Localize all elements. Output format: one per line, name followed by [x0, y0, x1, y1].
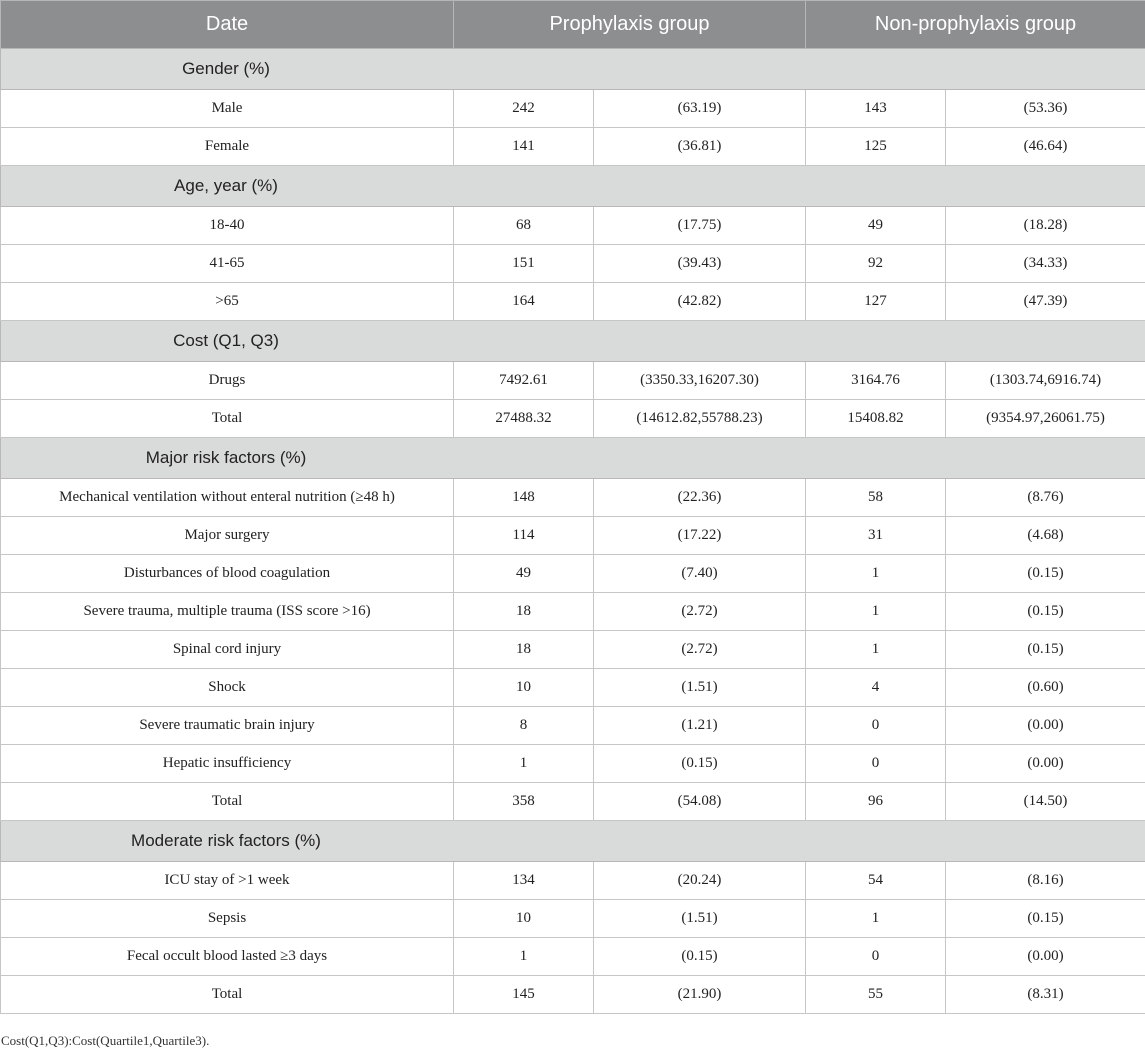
non-prophylaxis-stat-cell: (53.36): [946, 90, 1145, 128]
non-prophylaxis-count-cell: 1: [806, 900, 946, 938]
section-header-row: [1, 166, 1145, 207]
table-row: [1, 90, 1145, 128]
non-prophylaxis-stat-cell: (47.39): [946, 283, 1145, 321]
table-row: [1, 862, 1145, 900]
prophylaxis-count-cell: 18: [454, 631, 594, 669]
non-prophylaxis-stat-cell: (8.76): [946, 479, 1145, 517]
prophylaxis-stat-cell: (42.82): [594, 283, 806, 321]
prophylaxis-stat-cell: (1.21): [594, 707, 806, 745]
non-prophylaxis-stat-cell: (18.28): [946, 207, 1145, 245]
prophylaxis-stat-cell: (7.40): [594, 555, 806, 593]
prophylaxis-count-cell: 10: [454, 900, 594, 938]
non-prophylaxis-stat-cell: (9354.97,26061.75): [946, 400, 1145, 438]
table-row: [1, 555, 1145, 593]
prophylaxis-count-cell: 18: [454, 593, 594, 631]
non-prophylaxis-stat-cell: (34.33): [946, 245, 1145, 283]
non-prophylaxis-count-cell: 1: [806, 555, 946, 593]
table-header-row: [1, 1, 1145, 49]
non-prophylaxis-count-cell: 127: [806, 283, 946, 321]
table-row: [1, 707, 1145, 745]
non-prophylaxis-stat-cell: (0.60): [946, 669, 1145, 707]
table-row: [1, 283, 1145, 321]
table-row: [1, 631, 1145, 669]
prophylaxis-count-cell: 1: [454, 745, 594, 783]
row-label-cell: Fecal occult blood lasted ≥3 days: [1, 938, 454, 976]
prophylaxis-count-cell: 145: [454, 976, 594, 1014]
non-prophylaxis-stat-cell: (46.64): [946, 128, 1145, 166]
non-prophylaxis-stat-cell: (0.15): [946, 555, 1145, 593]
table-row: [1, 479, 1145, 517]
prophylaxis-stat-cell: (2.72): [594, 631, 806, 669]
prophylaxis-count-cell: 134: [454, 862, 594, 900]
prophylaxis-count-cell: 242: [454, 90, 594, 128]
prophylaxis-stat-cell: (21.90): [594, 976, 806, 1014]
row-label-cell: Mechanical ventilation without enteral nutrition (≥48 h): [1, 479, 454, 517]
section-title: Gender (%): [182, 59, 270, 78]
table-row: [1, 976, 1145, 1014]
prophylaxis-count-cell: 151: [454, 245, 594, 283]
row-label-cell: 41-65: [1, 245, 454, 283]
non-prophylaxis-count-cell: 96: [806, 783, 946, 821]
prophylaxis-stat-cell: (22.36): [594, 479, 806, 517]
non-prophylaxis-count-cell: 0: [806, 745, 946, 783]
prophylaxis-stat-cell: (54.08): [594, 783, 806, 821]
table-row: [1, 207, 1145, 245]
section-header-cell: [1, 321, 1145, 362]
row-label-cell: 18-40: [1, 207, 454, 245]
section-header-cell: [1, 49, 1145, 90]
prophylaxis-count-cell: 10: [454, 669, 594, 707]
prophylaxis-stat-cell: (2.72): [594, 593, 806, 631]
non-prophylaxis-count-cell: 125: [806, 128, 946, 166]
non-prophylaxis-count-cell: 49: [806, 207, 946, 245]
non-prophylaxis-count-cell: 0: [806, 938, 946, 976]
prophylaxis-stat-cell: (36.81): [594, 128, 806, 166]
row-label-cell: >65: [1, 283, 454, 321]
table-row: [1, 900, 1145, 938]
prophylaxis-stat-cell: (17.75): [594, 207, 806, 245]
row-label-cell: Male: [1, 90, 454, 128]
table-row: [1, 938, 1145, 976]
section-header-cell: [1, 166, 1145, 207]
non-prophylaxis-stat-cell: (0.00): [946, 938, 1145, 976]
header-prophylaxis-group: Prophylaxis group: [454, 1, 806, 49]
non-prophylaxis-count-cell: 58: [806, 479, 946, 517]
table-row: [1, 400, 1145, 438]
row-label-cell: Total: [1, 400, 454, 438]
table-body: [1, 49, 1145, 1014]
non-prophylaxis-count-cell: 3164.76: [806, 362, 946, 400]
non-prophylaxis-count-cell: 0: [806, 707, 946, 745]
non-prophylaxis-count-cell: 55: [806, 976, 946, 1014]
row-label-cell: Drugs: [1, 362, 454, 400]
row-label-cell: Total: [1, 976, 454, 1014]
row-label-cell: Female: [1, 128, 454, 166]
prophylaxis-count-cell: 49: [454, 555, 594, 593]
prophylaxis-count-cell: 164: [454, 283, 594, 321]
header-non-prophylaxis-group: Non-prophylaxis group: [806, 1, 1145, 49]
prophylaxis-stat-cell: (39.43): [594, 245, 806, 283]
non-prophylaxis-stat-cell: (0.00): [946, 745, 1145, 783]
non-prophylaxis-count-cell: 1: [806, 593, 946, 631]
prophylaxis-stat-cell: (0.15): [594, 745, 806, 783]
table-row: [1, 593, 1145, 631]
prophylaxis-count-cell: 148: [454, 479, 594, 517]
prophylaxis-stat-cell: (0.15): [594, 938, 806, 976]
table-row: [1, 517, 1145, 555]
table-footnote: Cost(Q1,Q3):Cost(Quartile1,Quartile3).: [1, 1033, 210, 1048]
prophylaxis-stat-cell: (17.22): [594, 517, 806, 555]
prophylaxis-stat-cell: (63.19): [594, 90, 806, 128]
prophylaxis-stat-cell: (1.51): [594, 669, 806, 707]
section-title: Age, year (%): [174, 176, 278, 195]
prophylaxis-count-cell: 8: [454, 707, 594, 745]
non-prophylaxis-stat-cell: (0.15): [946, 593, 1145, 631]
prophylaxis-count-cell: 1: [454, 938, 594, 976]
row-label-cell: Spinal cord injury: [1, 631, 454, 669]
section-header-cell: [1, 438, 1145, 479]
header-date: Date: [1, 1, 454, 49]
prophylaxis-stat-cell: (3350.33,16207.30): [594, 362, 806, 400]
row-label-cell: Shock: [1, 669, 454, 707]
non-prophylaxis-stat-cell: (14.50): [946, 783, 1145, 821]
non-prophylaxis-stat-cell: (8.31): [946, 976, 1145, 1014]
section-header-row: [1, 321, 1145, 362]
table-row: [1, 783, 1145, 821]
prophylaxis-stat-cell: (20.24): [594, 862, 806, 900]
row-label-cell: Severe trauma, multiple trauma (ISS score >16): [1, 593, 454, 631]
table-row: [1, 669, 1145, 707]
section-header-row: [1, 49, 1145, 90]
section-title: Cost (Q1, Q3): [173, 331, 279, 350]
prophylaxis-count-cell: 7492.61: [454, 362, 594, 400]
non-prophylaxis-stat-cell: (0.15): [946, 900, 1145, 938]
section-header-cell: [1, 821, 1145, 862]
row-label-cell: Total: [1, 783, 454, 821]
non-prophylaxis-stat-cell: (0.00): [946, 707, 1145, 745]
prophylaxis-count-cell: 114: [454, 517, 594, 555]
row-label-cell: Disturbances of blood coagulation: [1, 555, 454, 593]
non-prophylaxis-count-cell: 15408.82: [806, 400, 946, 438]
prophylaxis-stat-cell: (1.51): [594, 900, 806, 938]
non-prophylaxis-stat-cell: (8.16): [946, 862, 1145, 900]
table-row: [1, 128, 1145, 166]
row-label-cell: ICU stay of >1 week: [1, 862, 454, 900]
table-row: [1, 745, 1145, 783]
non-prophylaxis-count-cell: 143: [806, 90, 946, 128]
non-prophylaxis-count-cell: 54: [806, 862, 946, 900]
prophylaxis-count-cell: 27488.32: [454, 400, 594, 438]
prophylaxis-count-cell: 68: [454, 207, 594, 245]
non-prophylaxis-count-cell: 4: [806, 669, 946, 707]
section-title: Moderate risk factors (%): [131, 831, 321, 850]
non-prophylaxis-stat-cell: (1303.74,6916.74): [946, 362, 1145, 400]
non-prophylaxis-stat-cell: (4.68): [946, 517, 1145, 555]
row-label-cell: Sepsis: [1, 900, 454, 938]
non-prophylaxis-count-cell: 1: [806, 631, 946, 669]
prophylaxis-count-cell: 141: [454, 128, 594, 166]
section-header-row: [1, 438, 1145, 479]
section-title: Major risk factors (%): [145, 448, 307, 467]
row-label-cell: Hepatic insufficiency: [1, 745, 454, 783]
non-prophylaxis-stat-cell: (0.15): [946, 631, 1145, 669]
prophylaxis-stat-cell: (14612.82,55788.23): [594, 400, 806, 438]
non-prophylaxis-count-cell: 92: [806, 245, 946, 283]
row-label-cell: Major surgery: [1, 517, 454, 555]
row-label-cell: Severe traumatic brain injury: [1, 707, 454, 745]
section-header-row: [1, 821, 1145, 862]
table-row: [1, 362, 1145, 400]
prophylaxis-count-cell: 358: [454, 783, 594, 821]
table-row: [1, 245, 1145, 283]
non-prophylaxis-count-cell: 31: [806, 517, 946, 555]
